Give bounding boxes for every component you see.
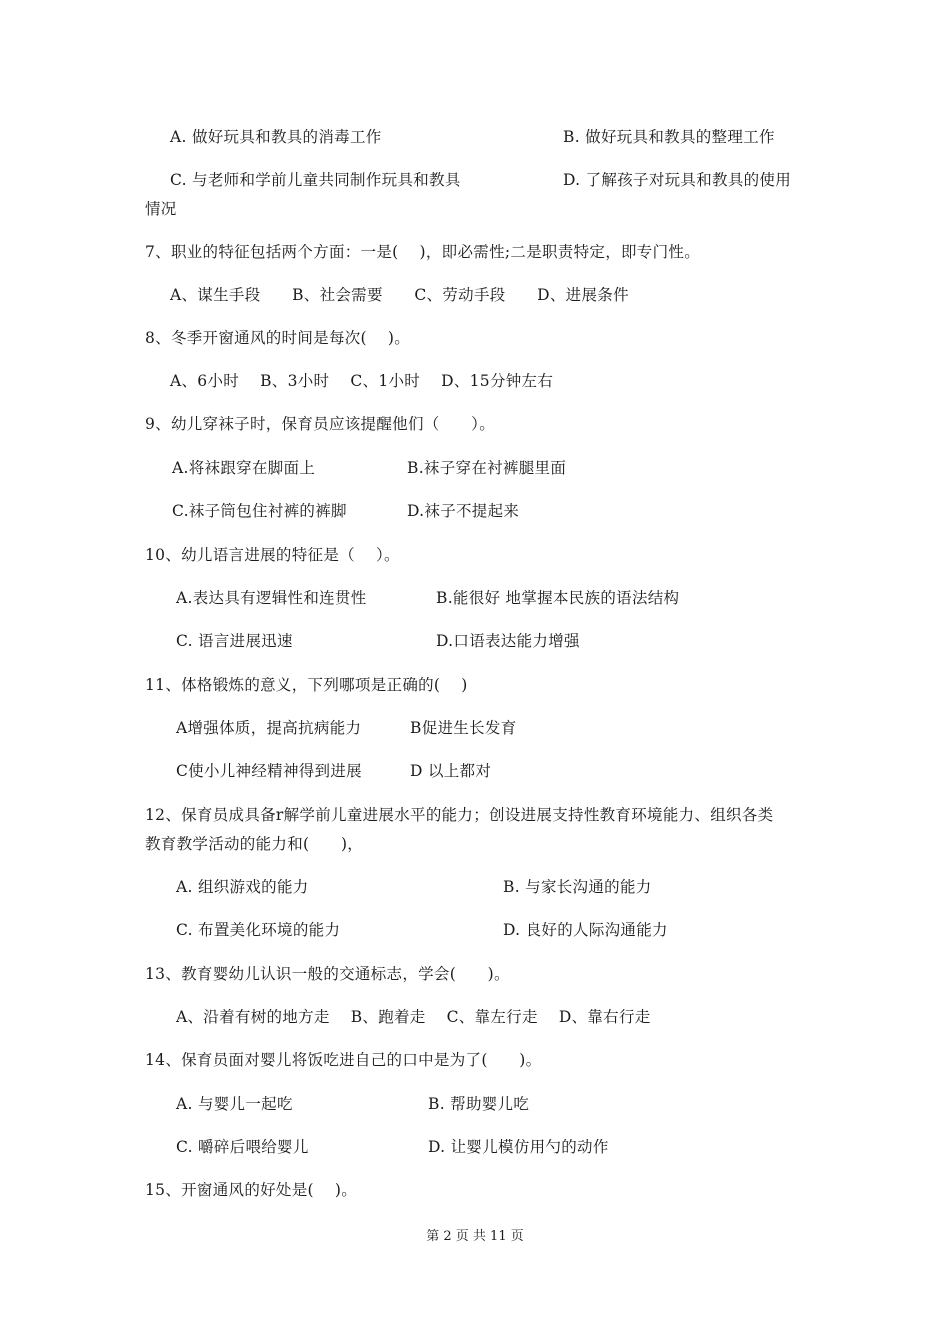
q6-option-a: A. 做好玩具和教具的消毒工作	[170, 128, 382, 146]
q12-option-b: B. 与家长沟通的能力	[503, 878, 652, 896]
q9-option-c: C.袜子筒包住衬裤的裤脚	[172, 502, 347, 520]
q10-option-b: B.能很好 地掌握本民族的语法结构	[436, 589, 680, 607]
q10-option-c: C. 语言进展迅速	[176, 632, 293, 650]
q13-options: A、沿着有树的地方走 B、跑着走 C、靠左行走 D、靠右行走	[176, 1008, 651, 1026]
q8-options: A、6小时 B、3小时 C、1小时 D、15分钟左右	[170, 372, 554, 390]
q11-option-c: C使小儿神经精神得到进展	[176, 762, 362, 780]
q11-option-b: B促进生长发育	[410, 719, 517, 737]
q14-stem: 14、保育员面对婴儿将饭吃进自己的口中是为了( )。	[145, 1051, 542, 1069]
q14-option-b: B. 帮助婴儿吃	[428, 1095, 530, 1113]
q8-stem: 8、冬季开窗通风的时间是每次( )。	[145, 329, 411, 347]
q12-option-a: A. 组织游戏的能力	[176, 878, 309, 896]
q14-option-a: A. 与婴儿一起吃	[176, 1095, 293, 1113]
q9-option-d: D.袜子不提起来	[407, 502, 520, 520]
q7-stem: 7、职业的特征包括两个方面：一是( )，即必需性;二是职责特定，即专门性。	[145, 243, 701, 261]
q10-stem: 10、幼儿语言进展的特征是（ ）。	[145, 546, 400, 564]
q10-option-a: A.表达具有逻辑性和连贯性	[176, 589, 367, 607]
q11-stem: 11、体格锻炼的意义，下列哪项是正确的( )	[145, 676, 468, 694]
q6-option-d: D. 了解孩子对玩具和教具的使用	[563, 171, 792, 189]
q7-options: A、谋生手段 B、社会需要 C、劳动手段 D、进展条件	[170, 286, 629, 304]
q6-option-c: C. 与老师和学前儿童共同制作玩具和教具	[170, 171, 461, 189]
q15-stem: 15、开窗通风的好处是( )。	[145, 1181, 358, 1199]
q14-option-d: D. 让婴儿模仿用勺的动作	[428, 1138, 609, 1156]
q9-stem: 9、幼儿穿袜子时，保育员应该提醒他们（ ）。	[145, 415, 496, 433]
q14-option-c: C. 嚼碎后喂给婴儿	[176, 1138, 309, 1156]
q10-option-d: D.口语表达能力增强	[436, 632, 580, 650]
q12-stem-line-1: 12、保育员成具备r解学前儿童进展水平的能力；创设进展支持性教育环境能力、组织各类	[145, 806, 774, 824]
q6-option-d-continuation: 情况	[145, 200, 177, 218]
q9-option-a: A.将袜跟穿在脚面上	[172, 459, 316, 477]
q12-stem-line-2: 教育教学活动的能力和( )，	[145, 835, 364, 853]
q12-option-d: D. 良好的人际沟通能力	[503, 921, 668, 939]
q11-option-a: A增强体质，提高抗病能力	[176, 719, 362, 737]
q6-option-b: B. 做好玩具和教具的整理工作	[563, 128, 775, 146]
q13-stem: 13、教育婴幼儿认识一般的交通标志，学会( )。	[145, 965, 510, 983]
page-number-footer: 第 2 页 共 11 页	[426, 1229, 524, 1244]
q9-option-b: B.袜子穿在衬裤腿里面	[407, 459, 567, 477]
q11-option-d: D 以上都对	[410, 762, 492, 780]
q12-option-c: C. 布置美化环境的能力	[176, 921, 341, 939]
